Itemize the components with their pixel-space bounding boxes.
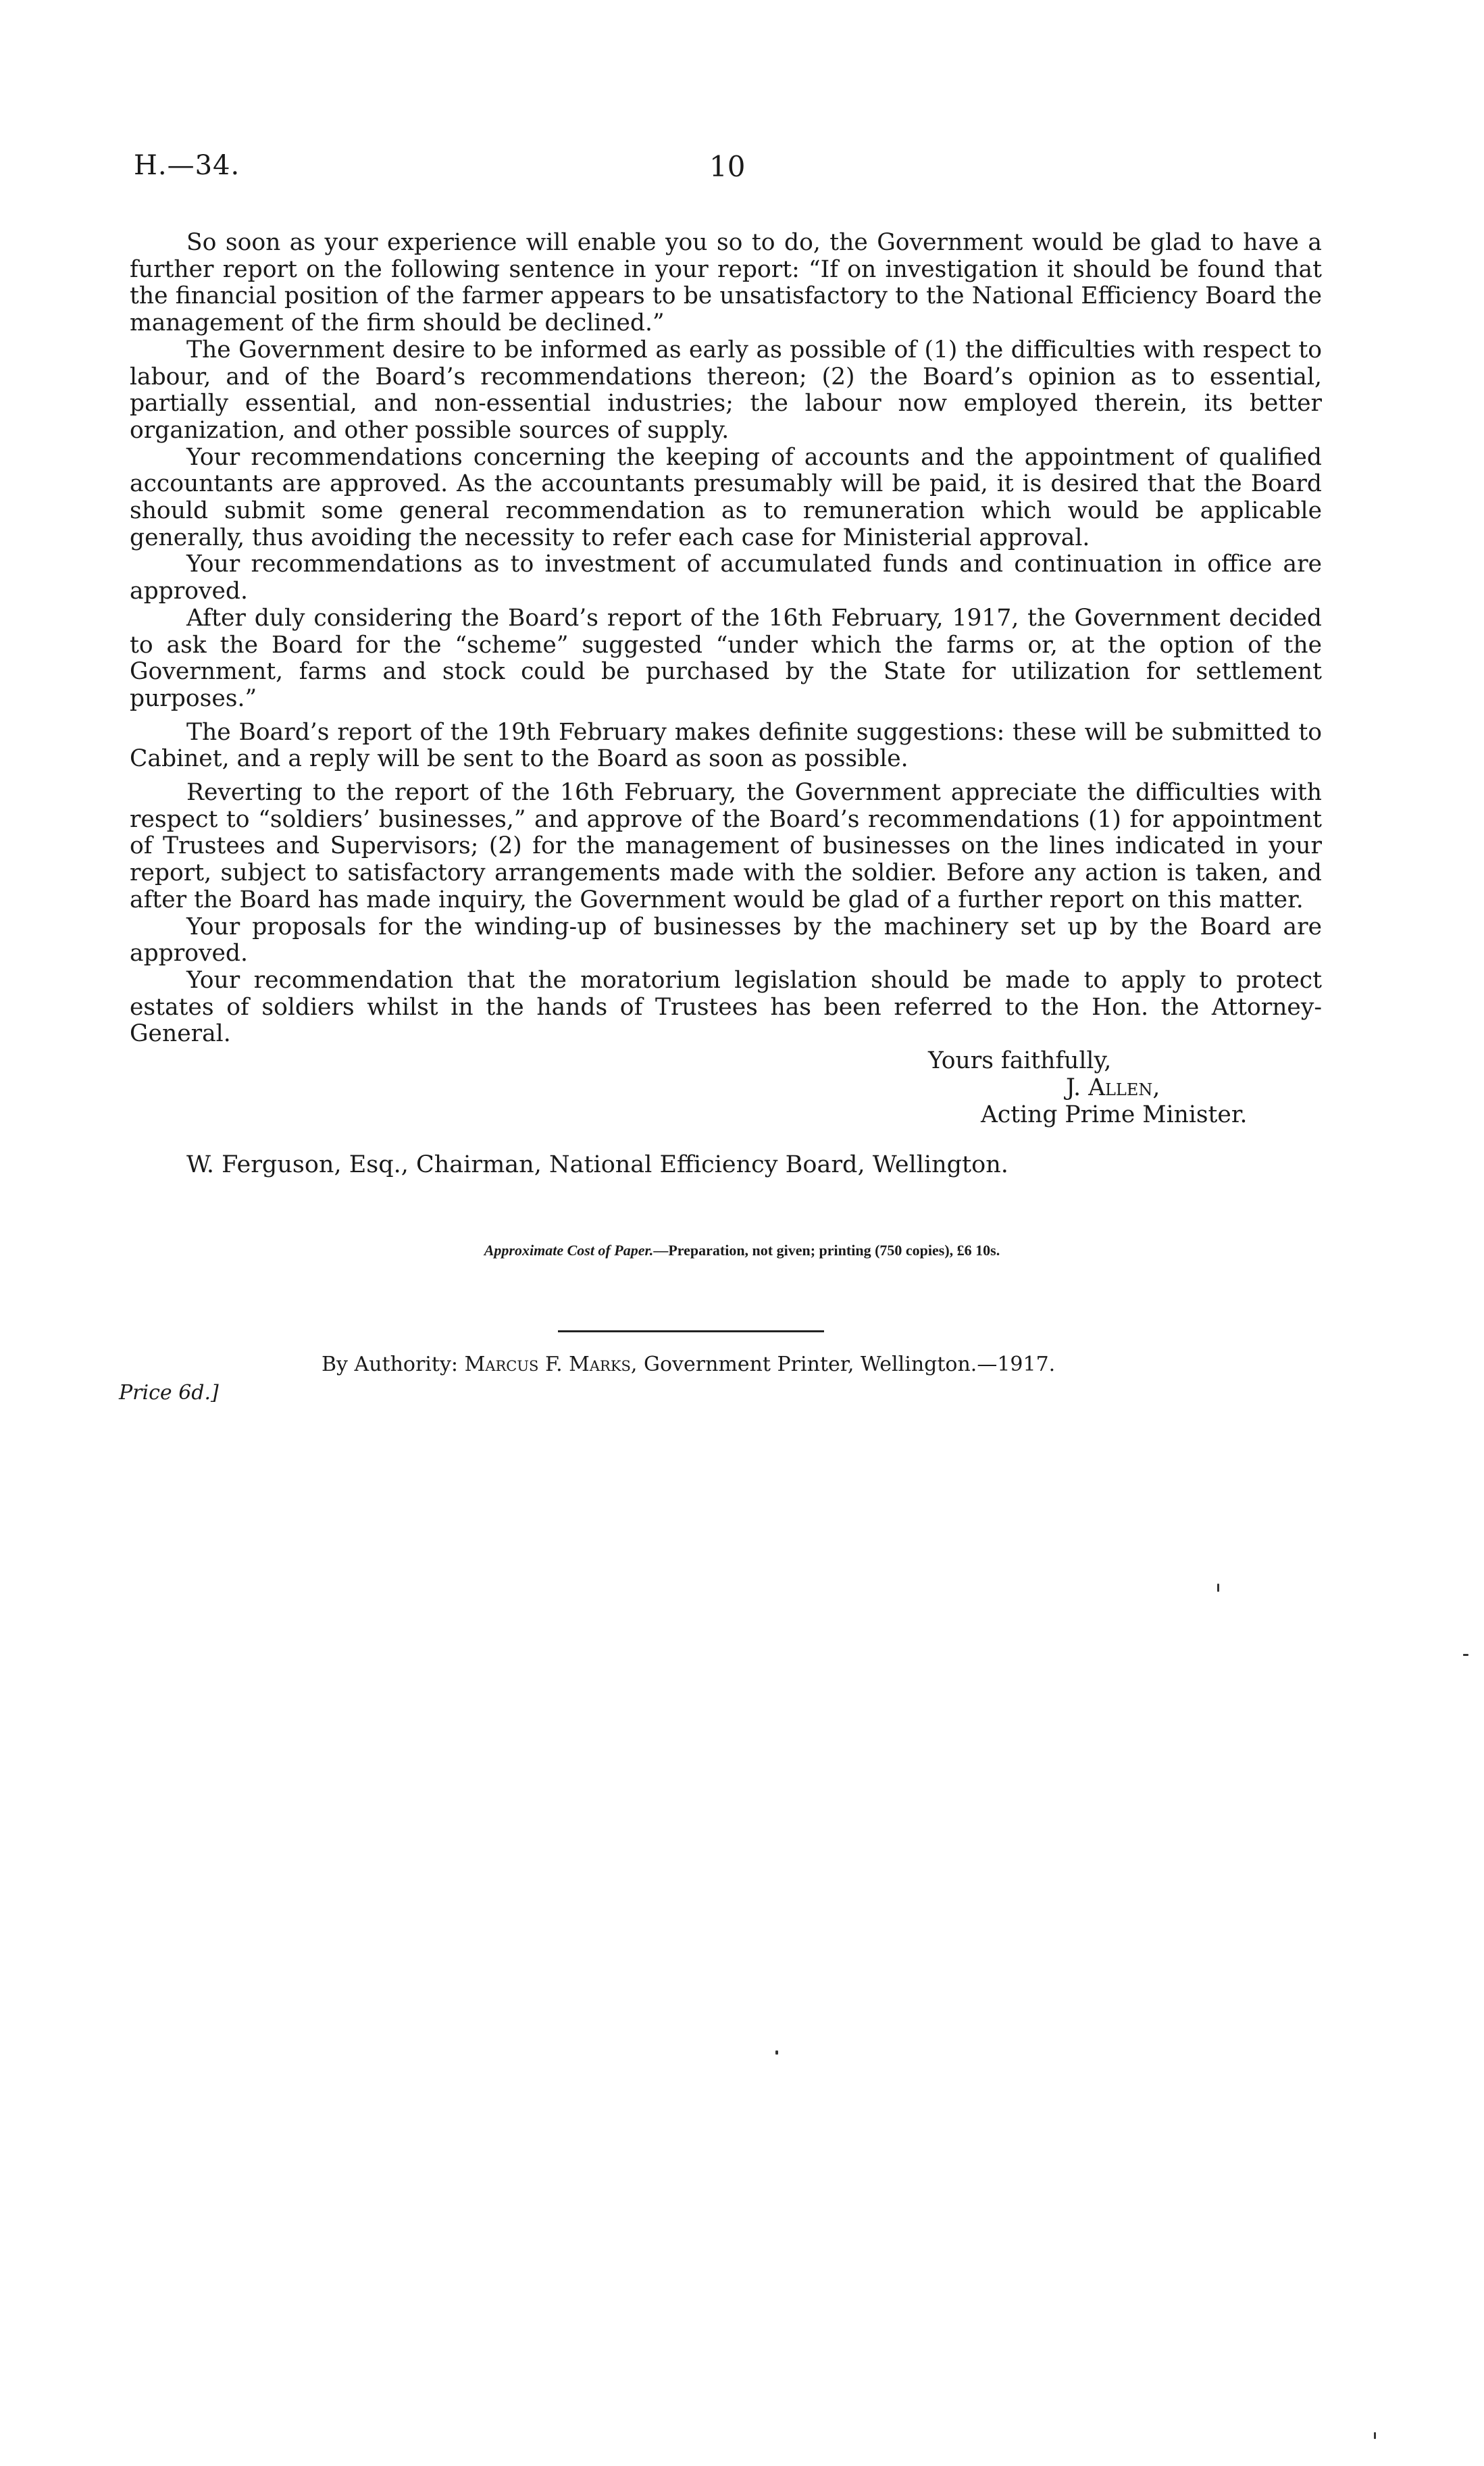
addressee: W. Ferguson, Esq., Chairman, National Efficiency Board, Wellington.: [186, 1151, 1008, 1178]
scan-speck: [775, 2050, 778, 2055]
paragraph-scheme: After duly considering the Board’s report of the 16th February, 1917, the Government decided to ask the Board for the “scheme” suggested “under which the farms or, at the option of the Government, farms and stock could be purchased by the State for utilization for settlement purposes.”: [130, 604, 1322, 712]
paragraph-accounts: Your recommendations concerning the keeping of accounts and the appointment of qualified accountants are approved. As the accountants presumably will be paid, it is desired that the Board should submit some general recommendation as to remuneration which would be applicable generally, thus avoiding the necessity to refer each case for Ministerial approval.: [130, 443, 1322, 551]
price-note: Price 6d.]: [119, 1381, 219, 1405]
imprint-suffix: Government Printer, Wellington.—1917.: [644, 1353, 1056, 1376]
signer-title: Acting Prime Minister.: [981, 1101, 1248, 1129]
paragraph-winding-up: Your proposals for the winding-up of businesses by the machinery set up by the Board are approved.: [130, 913, 1322, 967]
paragraph-cabinet: The Board’s report of the 19th February makes definite suggestions: these will be submitted to Cabinet, and a reply will be sent to the Board as soon as possible.: [130, 718, 1322, 773]
paragraph-further-report: So soon as your experience will enable you so to do, the Government would be glad to have a further report on the following sentence in your report: “If on investigation it should be found that the financial position of the farmer appears to be unsatisfactory to the National Efficiency Board the management of the firm should be declined.”: [130, 229, 1322, 337]
page-number: 10: [709, 150, 746, 183]
scan-speck: [1463, 1654, 1468, 1656]
paragraph-moratorium: Your recommendation that the moratorium legislation should be made to apply to protect estates of soldiers whilst in the hands of Trustees has been referred to the Hon. the Attorney-General.: [130, 966, 1322, 1048]
scan-speck: [1374, 2432, 1376, 2439]
signer-name: J. Allen,: [1066, 1074, 1160, 1102]
printer-imprint: [322, 1353, 1055, 1376]
paragraph-labour: The Government desire to be informed as early as possible of (1) the difficulties with respect to labour, and of the Board’s recommendations thereon; (2) the Board’s opinion as to essential, partially essential, and non-essential industries; the labour now employed therein, its better organization, and other possible sources of supply.: [130, 336, 1322, 444]
signature-block: [130, 1048, 1322, 1129]
cost-note-label: Approximate Cost of Paper.: [484, 1242, 654, 1259]
cost-note-text: —Preparation, not given; printing (750 copies), £6 10s.: [653, 1242, 1000, 1259]
document-reference: H.—34.: [134, 150, 240, 181]
closing-phrase: Yours faithfully,: [928, 1047, 1112, 1075]
divider-rule: [558, 1330, 824, 1332]
paragraph-soldiers-businesses: Reverting to the report of the 16th February, the Government appreciate the difficulties with respect to “soldiers’ businesses,” and approve of the Board’s recommendations (1) for appointment of Trustees and Supervisors; (2) for the management of businesses on the lines indicated in your report, subject to satisfactory arrangements made with the soldier. Before any action is taken, and after the Board has made inquiry, the Government would be glad of a further report on this matter.: [130, 779, 1322, 913]
letter-body: [130, 230, 1322, 1129]
imprint-prefix: By Authority:: [322, 1353, 459, 1376]
paragraph-investment: Your recommendations as to investment of accumulated funds and continuation in office are approved.: [130, 551, 1322, 605]
cost-note: [0, 1242, 1484, 1259]
printer-name: Marcus F. Marks,: [464, 1353, 638, 1376]
scan-speck: [1217, 1584, 1219, 1592]
